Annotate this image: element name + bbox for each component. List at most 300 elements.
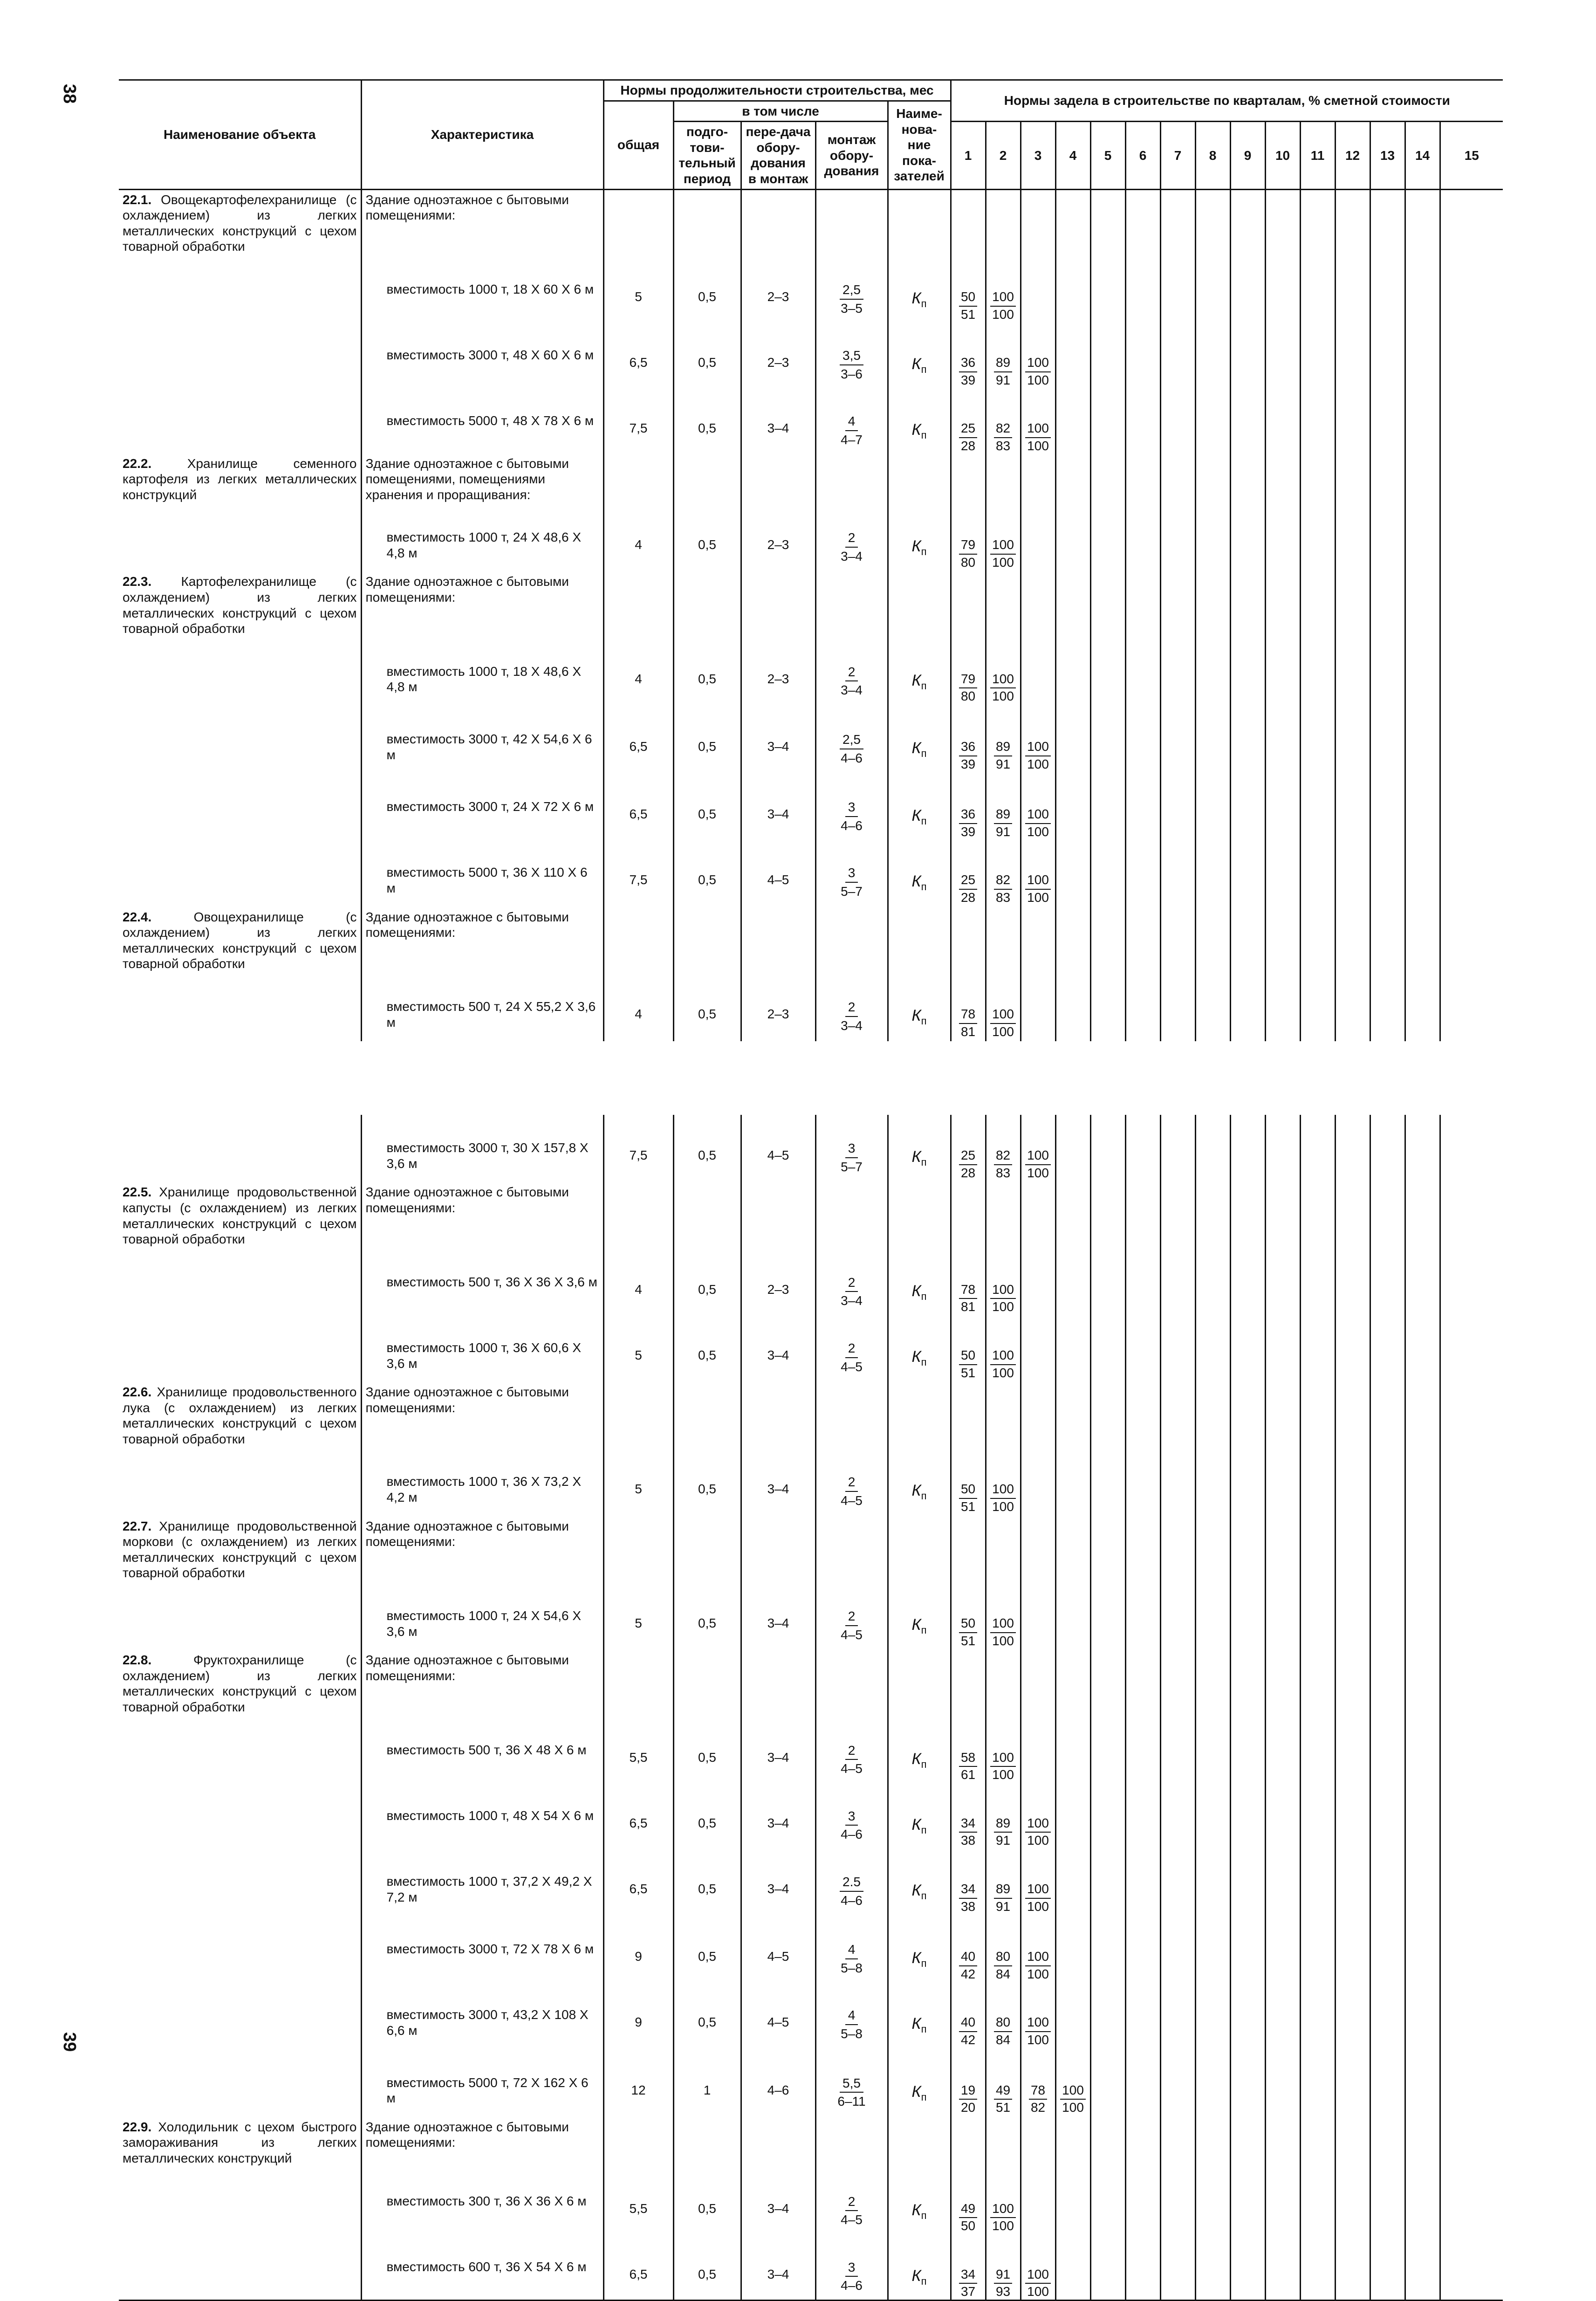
quarter-cell — [1265, 322, 1300, 388]
quarter-number: 11 — [1300, 122, 1335, 189]
quarter-cell — [1370, 1315, 1405, 1382]
capacity-text: вместимость 500 т, 36 X 36 X 3,6 м — [386, 1274, 597, 1289]
quarter-cell — [1440, 1249, 1503, 1315]
quarter-cell — [1335, 1916, 1370, 1982]
indicator-sub: п — [921, 2023, 927, 2035]
install-numerator: 4 — [845, 1942, 858, 1959]
empty-cell — [673, 1182, 741, 1249]
quarter-cell — [1335, 2050, 1370, 2117]
quarter-cell — [1265, 1449, 1300, 1516]
total-duration: 12 — [603, 2050, 673, 2117]
empty-cell — [1090, 1650, 1125, 1717]
capacity-text: вместимость 3000 т, 30 X 157,8 X 3,6 м — [386, 1140, 589, 1171]
quarter-cell — [986, 1916, 1021, 1982]
empty-cell — [1370, 189, 1405, 256]
quarter-numerator: 100 — [990, 671, 1016, 689]
quarter-value — [952, 388, 985, 453]
empty-cell — [1125, 454, 1160, 505]
object-name: Хранилище семенного картофеля из легких металлических конструкций — [123, 456, 357, 502]
quarter-numerator: 100 — [990, 2201, 1016, 2219]
indicator-symbol — [912, 421, 927, 439]
capacity-text: вместимость 1000 т, 24 X 48,6 X 4,8 м — [386, 530, 582, 560]
empty-cell — [1021, 907, 1055, 974]
quarter-numerator: 34 — [959, 1815, 977, 1833]
quarter-cell — [951, 322, 986, 388]
indicator-letter: К — [911, 1282, 921, 1300]
quarter-cell — [1021, 2050, 1055, 2117]
empty-cell — [741, 572, 815, 638]
quarter-cell — [1055, 256, 1090, 322]
characteristic-cell — [361, 2234, 603, 2301]
empty-cell — [1090, 907, 1125, 974]
quarter-cell — [1230, 2050, 1265, 2117]
object-cell — [119, 388, 361, 453]
quarter-value — [952, 1583, 985, 1648]
characteristic-cell — [361, 1916, 603, 1982]
quarter-value — [986, 504, 1020, 570]
indicator-cell — [888, 1717, 951, 1783]
quarter-cell — [1265, 706, 1300, 774]
quarter-cell — [1021, 839, 1055, 907]
quarter-cell — [1125, 388, 1160, 453]
install-numerator: 2 — [845, 999, 858, 1017]
empty-cell — [673, 1650, 741, 1717]
quarter-cell — [1440, 322, 1503, 388]
empty-cell — [1440, 1382, 1503, 1449]
indicator-symbol — [912, 2015, 927, 2033]
empty-cell — [1021, 1650, 1055, 1717]
quarter-cell — [1090, 1115, 1125, 1182]
quarter-cell — [1300, 322, 1335, 388]
indicator-sub: п — [921, 2209, 927, 2221]
object-cell — [119, 1583, 361, 1650]
quarter-value — [986, 706, 1020, 772]
install-fraction — [838, 865, 865, 899]
quarter-cell — [1230, 1249, 1265, 1315]
quarter-cell — [1021, 1916, 1055, 1982]
quarter-cell — [1265, 1115, 1300, 1182]
empty-cell — [1440, 189, 1503, 256]
capacity-text: вместимость 1000 т, 18 X 60 X 6 м — [386, 282, 594, 296]
quarter-cell — [1055, 1449, 1090, 1516]
section-code: 22.9. — [123, 2119, 152, 2134]
quarter-value — [986, 2168, 1020, 2234]
quarter-cell — [1300, 2168, 1335, 2234]
empty-cell — [741, 1650, 815, 1717]
empty-cell — [815, 1382, 888, 1449]
quarter-cell — [1265, 1583, 1300, 1650]
empty-cell — [888, 454, 951, 505]
quarter-cell — [1090, 839, 1125, 907]
install-period — [815, 1848, 888, 1916]
quarter-cell — [1160, 639, 1195, 706]
empty-cell — [815, 1517, 888, 1583]
quarter-value — [986, 388, 1020, 453]
quarter-cell — [1055, 639, 1090, 706]
characteristic-cell — [361, 974, 603, 1041]
transfer-period: 3–4 — [741, 774, 815, 839]
install-period — [815, 388, 888, 453]
install-denominator: 3–5 — [841, 301, 863, 316]
quarter-cell — [1405, 774, 1440, 839]
quarter-value — [1021, 2050, 1055, 2116]
install-period — [815, 1783, 888, 1848]
quarter-cell — [1195, 388, 1230, 453]
empty-cell — [1160, 907, 1195, 974]
quarter-cell — [1265, 1717, 1300, 1783]
indicator-letter: К — [911, 2201, 921, 2219]
empty-cell — [1335, 1517, 1370, 1583]
quarter-cell — [1335, 1783, 1370, 1848]
capacity-text: вместимость 3000 т, 72 X 78 X 6 м — [386, 1942, 594, 1957]
quarter-number: 13 — [1370, 122, 1405, 189]
empty-cell — [1055, 1382, 1090, 1449]
quarter-value — [952, 1315, 985, 1381]
empty-cell — [986, 572, 1021, 638]
quarter-cell — [1125, 504, 1160, 572]
install-numerator: 2 — [845, 1474, 858, 1492]
install-numerator: 2 — [845, 1608, 858, 1626]
quarter-cell — [1300, 1717, 1335, 1783]
quarter-numerator: 19 — [959, 2082, 977, 2100]
quarter-value — [986, 1115, 1020, 1181]
quarter-denominator: 91 — [995, 1833, 1011, 1848]
indicator-symbol — [912, 1816, 927, 1834]
quarter-value — [952, 1249, 985, 1315]
quarter-cell — [1230, 639, 1265, 706]
quarter-denominator: 51 — [960, 1499, 976, 1514]
indicator-letter: К — [911, 537, 921, 556]
indicator-symbol — [912, 2267, 927, 2285]
quarter-value — [1021, 1982, 1055, 2047]
empty-cell — [1265, 1517, 1300, 1583]
quarter-denominator: 93 — [995, 2284, 1011, 2299]
header-indicator: Наиме-нова-ние пока-зателей — [888, 101, 951, 189]
quarter-number: 4 — [1055, 122, 1090, 189]
empty-cell — [888, 1517, 951, 1583]
table-row — [119, 1115, 1503, 1182]
quarter-cell — [1090, 2168, 1125, 2234]
quarter-cell — [1090, 1249, 1125, 1315]
quarter-numerator: 50 — [959, 289, 977, 307]
quarter-cell — [951, 774, 986, 839]
empty-cell — [1195, 1382, 1230, 1449]
install-denominator: 3–4 — [841, 1293, 863, 1308]
quarter-denominator: 100 — [1062, 2100, 1084, 2115]
quarter-numerator: 100 — [1025, 420, 1051, 438]
quarter-denominator: 100 — [1027, 756, 1049, 771]
quarter-cell — [1440, 1583, 1503, 1650]
indicator-cell — [888, 2234, 951, 2301]
indicator-letter: К — [911, 1616, 921, 1634]
empty-cell — [888, 1382, 951, 1449]
quarter-cell — [1090, 1583, 1125, 1650]
quarter-numerator: 40 — [959, 2014, 977, 2032]
section-row — [119, 2117, 1503, 2168]
quarter-cell — [1055, 774, 1090, 839]
quarter-cell — [1090, 1449, 1125, 1516]
quarter-number: 8 — [1195, 122, 1230, 189]
empty-cell — [1265, 454, 1300, 505]
quarter-cell — [1370, 256, 1405, 322]
quarter-value — [952, 639, 985, 704]
quarter-numerator: 100 — [990, 289, 1016, 307]
quarter-denominator: 83 — [995, 438, 1011, 453]
indicator-letter: К — [911, 2015, 921, 2033]
quarter-cell — [1160, 1583, 1195, 1650]
indicator-symbol — [912, 2201, 927, 2219]
characteristic-cell: Здание одноэтажное с бытовыми помещениями: — [361, 572, 603, 638]
quarter-numerator: 100 — [1025, 739, 1051, 756]
empty-cell — [1440, 454, 1503, 505]
table-row — [119, 974, 1503, 1041]
empty-cell — [1405, 572, 1440, 638]
quarter-numerator: 89 — [994, 806, 1012, 824]
quarter-numerator: 34 — [959, 2267, 977, 2284]
object-cell — [119, 1982, 361, 2049]
empty-cell — [815, 907, 888, 974]
empty-cell — [1021, 1517, 1055, 1583]
quarter-cell — [951, 639, 986, 706]
install-period — [815, 1916, 888, 1982]
indicator-letter: К — [911, 1949, 921, 1967]
quarter-cell — [1160, 256, 1195, 322]
install-fraction — [838, 1474, 865, 1508]
empty-cell — [815, 189, 888, 256]
empty-cell — [815, 454, 888, 505]
table-row — [119, 1249, 1503, 1315]
quarter-cell — [1405, 256, 1440, 322]
table-row — [119, 839, 1503, 907]
quarter-cell — [1195, 1848, 1230, 1916]
empty-cell — [1230, 1517, 1265, 1583]
object-cell — [119, 322, 361, 388]
quarter-value — [1021, 1115, 1055, 1181]
quarter-cell — [1370, 1717, 1405, 1783]
total-duration: 4 — [603, 639, 673, 706]
install-numerator: 3 — [845, 865, 858, 883]
empty-cell — [673, 1382, 741, 1449]
object-cell — [119, 1517, 361, 1583]
quarter-cell — [951, 1783, 986, 1848]
quarter-denominator: 91 — [995, 756, 1011, 771]
quarter-denominator: 100 — [992, 1499, 1014, 1514]
quarter-cell — [986, 1848, 1021, 1916]
empty-cell — [1021, 1382, 1055, 1449]
empty-cell — [741, 1182, 815, 1249]
quarter-denominator: 100 — [992, 555, 1014, 570]
table-row — [119, 1916, 1503, 1982]
quarter-numerator: 78 — [1029, 2082, 1047, 2100]
empty-cell — [1021, 1182, 1055, 1249]
quarter-cell — [1230, 1783, 1265, 1848]
quarter-value — [986, 639, 1020, 704]
install-denominator: 5–8 — [841, 1960, 863, 1975]
quarter-cell — [1090, 322, 1125, 388]
quarter-value — [986, 839, 1020, 905]
install-period — [815, 1249, 888, 1315]
quarter-cell — [1335, 1583, 1370, 1650]
quarter-cell — [1125, 639, 1160, 706]
quarter-cell — [1125, 1583, 1160, 1650]
indicator-symbol — [911, 1482, 927, 1502]
empty-cell — [1335, 2117, 1370, 2168]
quarter-number: 1 — [951, 122, 986, 189]
quarter-value — [1021, 839, 1055, 905]
capacity-text: вместимость 600 т, 36 X 54 X 6 м — [386, 2259, 587, 2274]
empty-cell — [1230, 1182, 1265, 1249]
install-denominator: 4–6 — [841, 2278, 863, 2293]
quarter-cell — [1055, 2050, 1090, 2117]
object-cell — [119, 256, 361, 322]
transfer-period: 4–5 — [741, 839, 815, 907]
empty-cell — [1300, 1382, 1335, 1449]
install-numerator: 2 — [845, 530, 858, 548]
quarter-value — [1056, 2050, 1090, 2116]
quarter-value — [952, 1449, 985, 1514]
quarter-cell — [1230, 839, 1265, 907]
install-denominator: 4–7 — [841, 432, 863, 447]
quarter-cell — [986, 1449, 1021, 1516]
quarter-cell — [1405, 1783, 1440, 1848]
quarter-cell — [1125, 1717, 1160, 1783]
empty-cell — [1125, 1182, 1160, 1249]
quarter-cell — [986, 504, 1021, 572]
characteristic-cell: Здание одноэтажное с бытовыми помещениями: — [361, 1382, 603, 1449]
capacity-text: вместимость 1000 т, 36 X 60,6 X 3,6 м — [386, 1340, 582, 1371]
quarter-number: 14 — [1405, 122, 1440, 189]
section-code: 22.7. — [123, 1518, 152, 1533]
quarter-cell — [1055, 322, 1090, 388]
install-numerator: 4 — [845, 413, 858, 431]
quarter-value — [952, 504, 985, 570]
quarter-cell — [1125, 974, 1160, 1041]
indicator-letter: К — [911, 2267, 921, 2285]
quarter-value — [1021, 1783, 1055, 1848]
quarter-cell — [1265, 504, 1300, 572]
empty-cell — [1405, 1650, 1440, 1717]
empty-cell — [1195, 572, 1230, 638]
transfer-period: 4–5 — [741, 1115, 815, 1182]
empty-cell — [815, 572, 888, 638]
indicator-letter: К — [911, 1815, 921, 1834]
empty-cell — [1230, 907, 1265, 974]
empty-cell — [741, 1382, 815, 1449]
prep-period: 0,5 — [673, 1783, 741, 1848]
install-period — [815, 706, 888, 774]
quarter-numerator: 89 — [994, 739, 1012, 756]
characteristic-cell: Здание одноэтажное с бытовыми помещениями, помещениями хранения и проращивания: — [361, 454, 603, 505]
characteristic-cell — [361, 1783, 603, 1848]
install-fraction — [838, 1340, 865, 1374]
quarter-cell — [1195, 974, 1230, 1041]
quarter-cell — [1370, 1916, 1405, 1982]
empty-cell — [603, 2117, 673, 2168]
quarter-numerator: 79 — [959, 537, 977, 555]
empty-cell — [1160, 189, 1195, 256]
quarter-cell — [1300, 839, 1335, 907]
install-period — [815, 1583, 888, 1650]
quarter-numerator: 25 — [959, 1147, 977, 1165]
quarter-value — [952, 1916, 985, 1982]
quarter-cell — [1125, 256, 1160, 322]
quarter-cell — [986, 2168, 1021, 2234]
quarter-numerator: 91 — [994, 2267, 1012, 2284]
quarter-cell — [1405, 504, 1440, 572]
install-fraction — [838, 282, 865, 316]
capacity-text: вместимость 1000 т, 48 X 54 X 6 м — [386, 1808, 594, 1823]
install-period — [815, 256, 888, 322]
header-prep: подго-тови-тельный период — [673, 122, 741, 189]
empty-cell — [1440, 907, 1503, 974]
indicator-sub: п — [921, 546, 927, 558]
quarter-numerator: 89 — [994, 1815, 1012, 1833]
object-cell — [119, 839, 361, 907]
install-fraction — [838, 664, 865, 698]
empty-cell — [1440, 1650, 1503, 1717]
capacity-text: вместимость 1000 т, 24 X 54,6 X 3,6 м — [386, 1608, 582, 1639]
empty-cell — [951, 572, 986, 638]
total-duration: 6,5 — [603, 2234, 673, 2301]
quarter-cell — [1021, 974, 1055, 1041]
indicator-cell — [888, 256, 951, 322]
empty-cell — [1090, 1382, 1125, 1449]
prep-period: 0,5 — [673, 1982, 741, 2049]
empty-cell — [1405, 907, 1440, 974]
indicator-sub: п — [921, 1356, 927, 1368]
empty-cell — [1090, 1517, 1125, 1583]
empty-cell — [1021, 189, 1055, 256]
object-cell — [119, 2117, 361, 2168]
quarter-numerator: 100 — [1025, 1147, 1051, 1165]
prep-period: 0,5 — [673, 974, 741, 1041]
quarter-numerator: 50 — [959, 1615, 977, 1633]
indicator-sub: п — [921, 1624, 927, 1636]
quarter-cell — [951, 1583, 986, 1650]
empty-cell — [1370, 907, 1405, 974]
object-cell — [119, 907, 361, 974]
prep-period: 0,5 — [673, 774, 741, 839]
empty-cell — [603, 1382, 673, 1449]
quarter-cell — [986, 2050, 1021, 2117]
quarter-cell — [1090, 256, 1125, 322]
quarter-cell — [1021, 322, 1055, 388]
quarter-cell — [1265, 2050, 1300, 2117]
indicator-letter: К — [911, 739, 921, 757]
characteristic-cell — [361, 1848, 603, 1916]
indicator-cell — [888, 1982, 951, 2049]
quarter-cell — [1125, 1783, 1160, 1848]
install-fraction — [838, 2007, 865, 2041]
quarter-cell — [1055, 1916, 1090, 1982]
object-cell — [119, 1182, 361, 1249]
quarter-cell — [951, 1982, 986, 2049]
quarter-cell — [1090, 1982, 1125, 2049]
indicator-sub: п — [921, 1156, 927, 1168]
object-cell — [119, 774, 361, 839]
total-duration: 7,5 — [603, 1115, 673, 1182]
quarter-cell — [1405, 322, 1440, 388]
quarter-number: 6 — [1125, 122, 1160, 189]
table-body — [119, 189, 1503, 2300]
quarter-cell — [1055, 1315, 1090, 1382]
section-code: 22.2. — [123, 456, 152, 471]
empty-cell — [951, 1517, 986, 1583]
quarter-cell — [1335, 388, 1370, 453]
quarter-cell — [1055, 974, 1090, 1041]
indicator-sub: п — [921, 680, 927, 692]
transfer-period: 3–4 — [741, 2168, 815, 2234]
